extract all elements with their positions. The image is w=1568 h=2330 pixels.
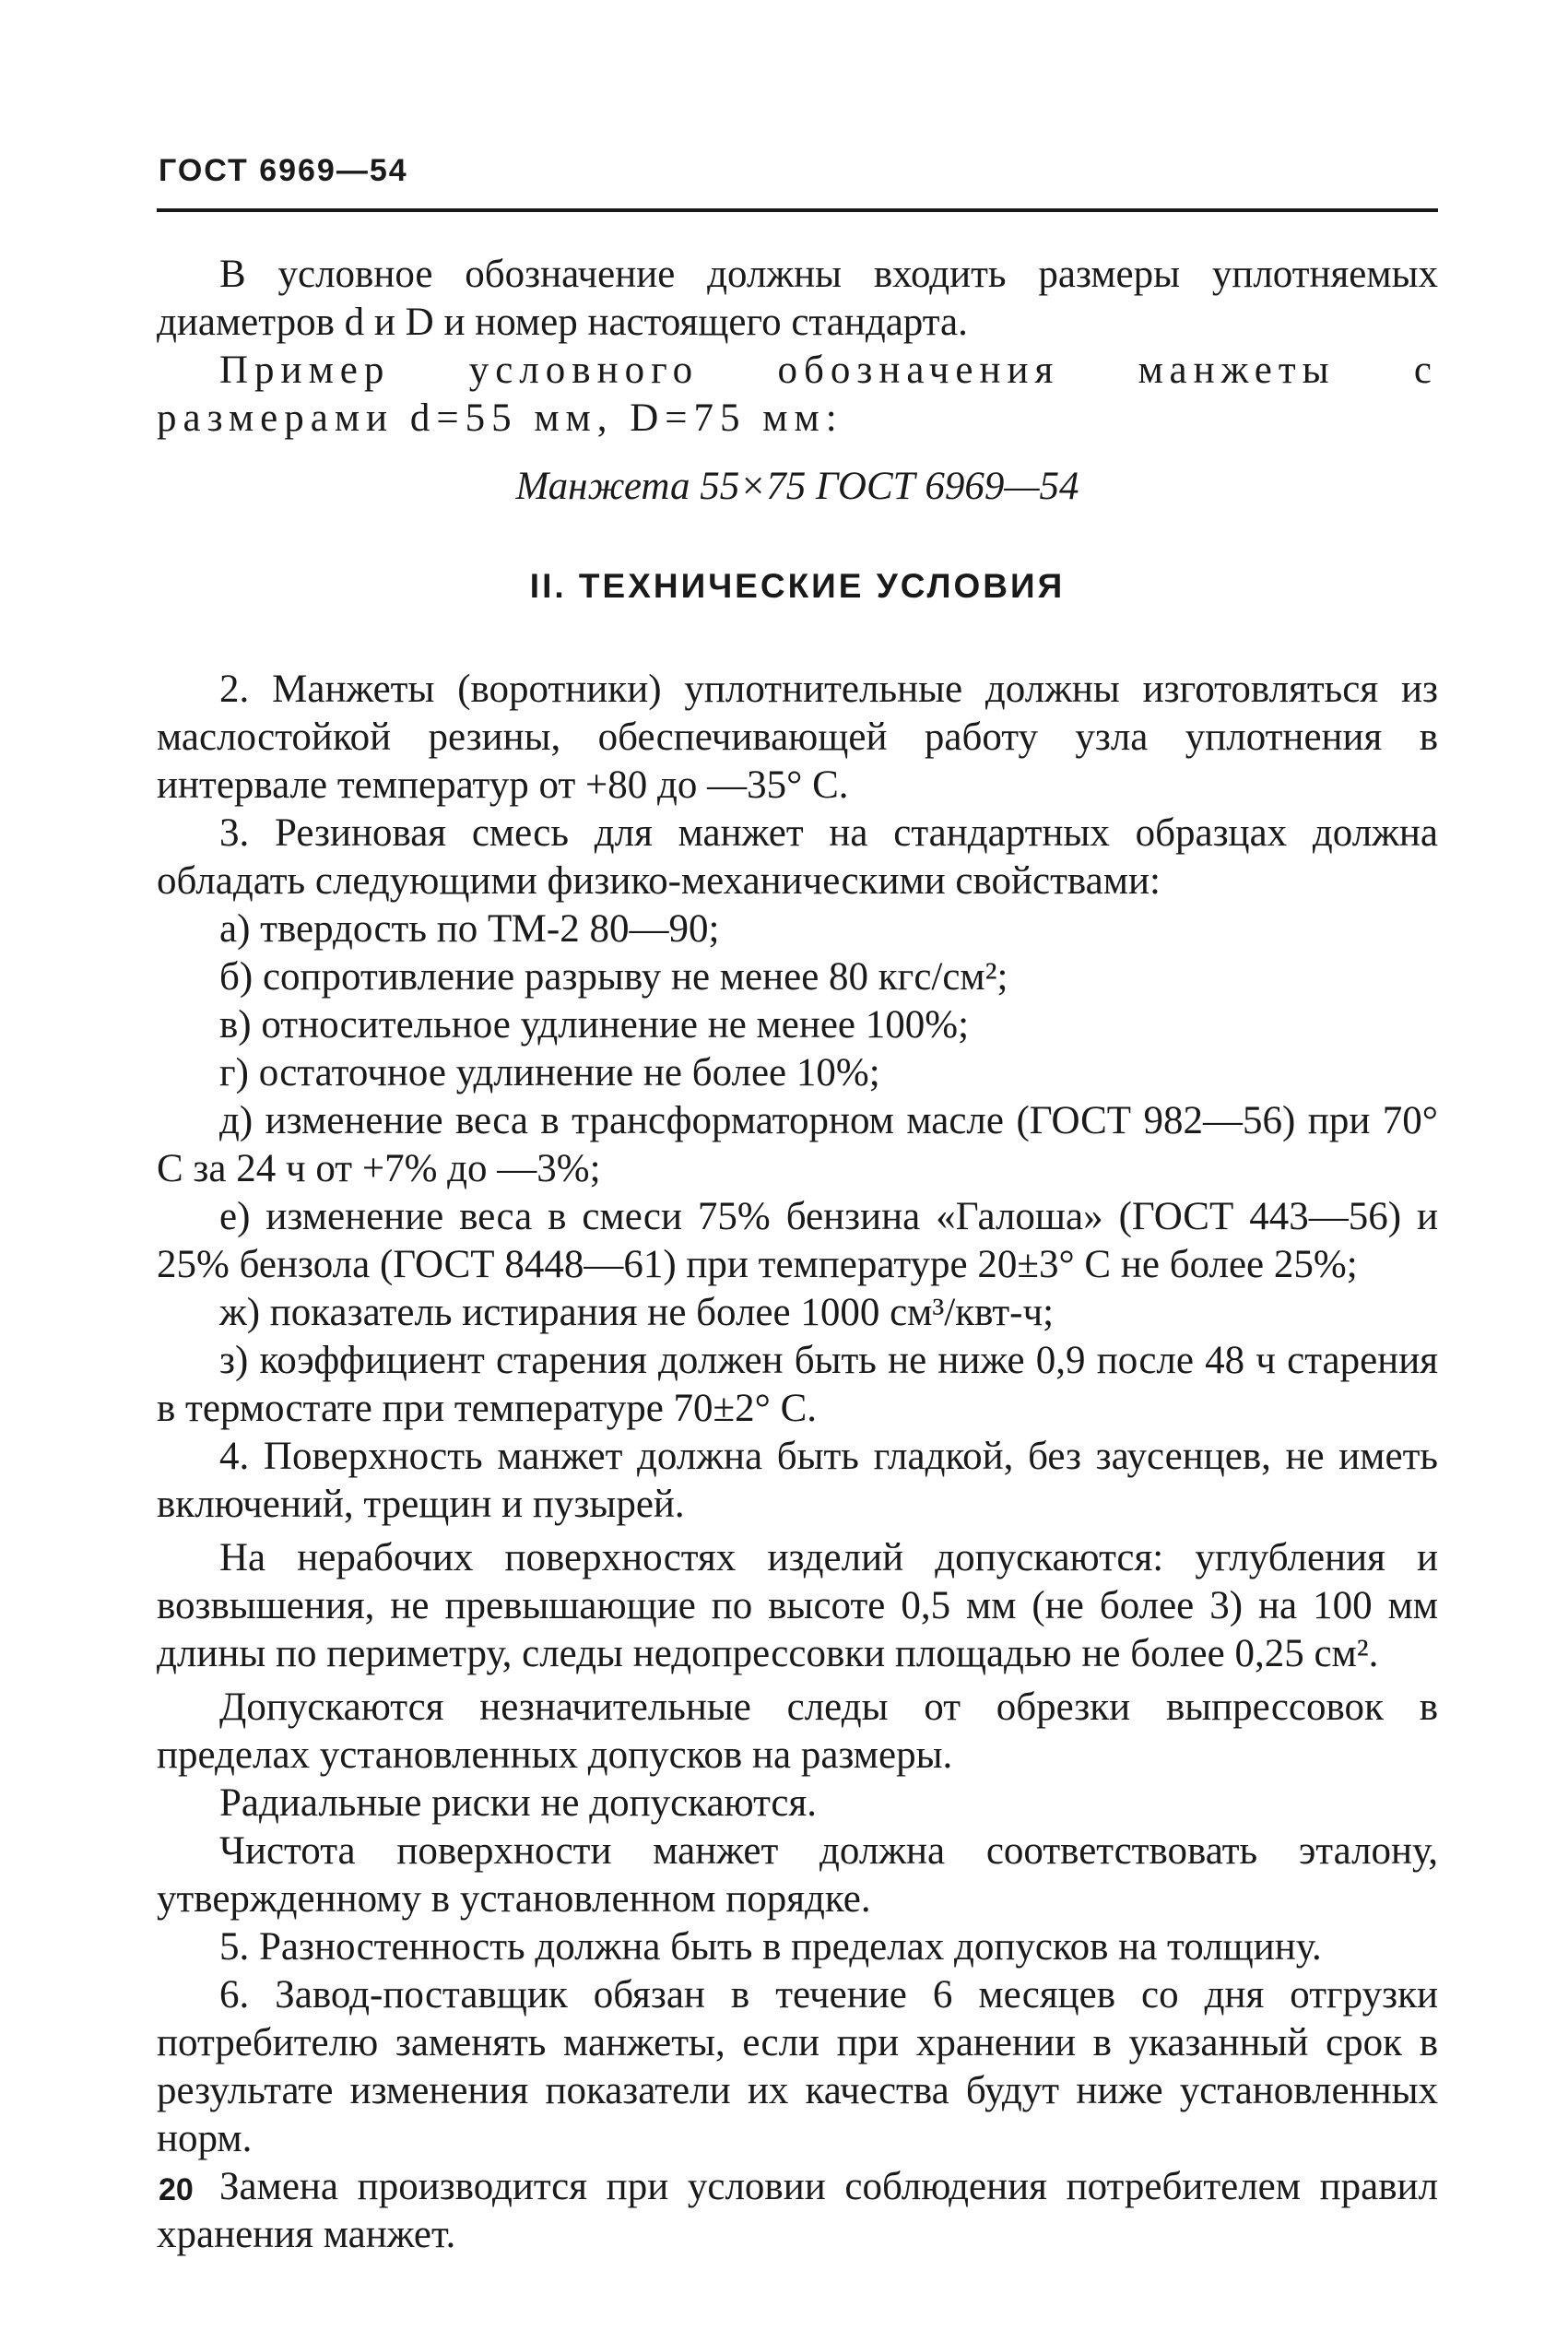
clause-2: 2. Манжеты (воротники) уплотнительные должны изготовляться из маслостойкой резины, обеспечивающей работу узла уплотнения в интервале температур от +80 до —35° С. xyxy=(157,668,1438,807)
clause-4-paragraph: На нерабочих поверхностях изделий допускаются: углубления и возвышения, не превышающие по высоте 0,5 мм (не более 3) на 100 мм длины по периметру, следы недопрессовки площадью не более 0,25 см². xyxy=(157,1536,1438,1675)
clause-5: 5. Разностенность должна быть в пределах допусков на толщину. xyxy=(219,1925,1322,1969)
designation-example: Манжета 55×75 ГОСТ 6969—54 xyxy=(515,465,1079,508)
example-paragraph: Пример условного обозначения манжеты с размерами d=55 мм, D=75 мм: xyxy=(157,349,1438,440)
clause-3: 3. Резиновая смесь для манжет на стандартных образцах должна обладать следующими физико-механическими свойствами: xyxy=(157,811,1438,903)
clause-4: 4. Поверхность манжет должна быть гладкой, без заусенцев, не иметь включений, трещин и пузырей. xyxy=(157,1435,1438,1526)
clause-4-paragraph: Допускаются незначительные следы от обрезки выпрессовок в пределах установленных допусков на размеры. xyxy=(157,1685,1438,1777)
clause-6: 6. Завод-поставщик обязан в течение 6 месяцев со дня отгрузки потребителю заменять манжеты, если при хранении в указанный срок в результате изменения показатели их качества будут ниже установленных норм. xyxy=(157,1973,1438,2160)
section-title: II. ТЕХНИЧЕСКИЕ УСЛОВИЯ xyxy=(529,567,1066,605)
intro-paragraph: В условное обозначение должны входить размеры уплотняемых диаметров d и D и номер настоящего стандарта. xyxy=(157,253,1438,344)
clause-3-list xyxy=(157,905,1438,1433)
list-item: д) изменение веса в трансформаторном масле (ГОСТ 982—56) при 70° С за 24 ч от +7% до —3%; xyxy=(157,1099,1438,1190)
list-item: з) коэффициент старения должен быть не ниже 0,9 после 48 ч старения в термостате при температуре 70±2° С. xyxy=(157,1339,1438,1430)
list-item: ж) показатель истирания не более 1000 см³/квт-ч; xyxy=(219,1291,1055,1334)
document-body xyxy=(157,251,1438,2259)
list-item: г) остаточное удлинение не более 10%; xyxy=(219,1051,880,1094)
clause-4-paragraph: Радиальные риски не допускаются. xyxy=(219,1781,818,1825)
clause-6-paragraph: Замена производится при условии соблюдения потребителем правил хранения манжет. xyxy=(157,2165,1438,2256)
header-rule xyxy=(157,208,1438,212)
list-item: в) относительное удлинение не менее 100%; xyxy=(219,1003,970,1047)
list-item: а) твердость по ТМ-2 80—90; xyxy=(219,907,720,951)
list-item: е) изменение веса в смеси 75% бензина «Галоша» (ГОСТ 443—56) и 25% бензола (ГОСТ 8448—61) при температуре 20±3° С не более 25%; xyxy=(157,1195,1438,1286)
list-item: б) сопротивление разрыву не менее 80 кгс/см²; xyxy=(219,955,1008,999)
clause-4-paragraph: Чистота поверхности манжет должна соответствовать эталону, утвержденному в установленном порядке. xyxy=(157,1829,1438,1921)
page-number: 20 xyxy=(159,2172,194,2207)
document-header: ГОСТ 6969—54 xyxy=(159,153,408,188)
